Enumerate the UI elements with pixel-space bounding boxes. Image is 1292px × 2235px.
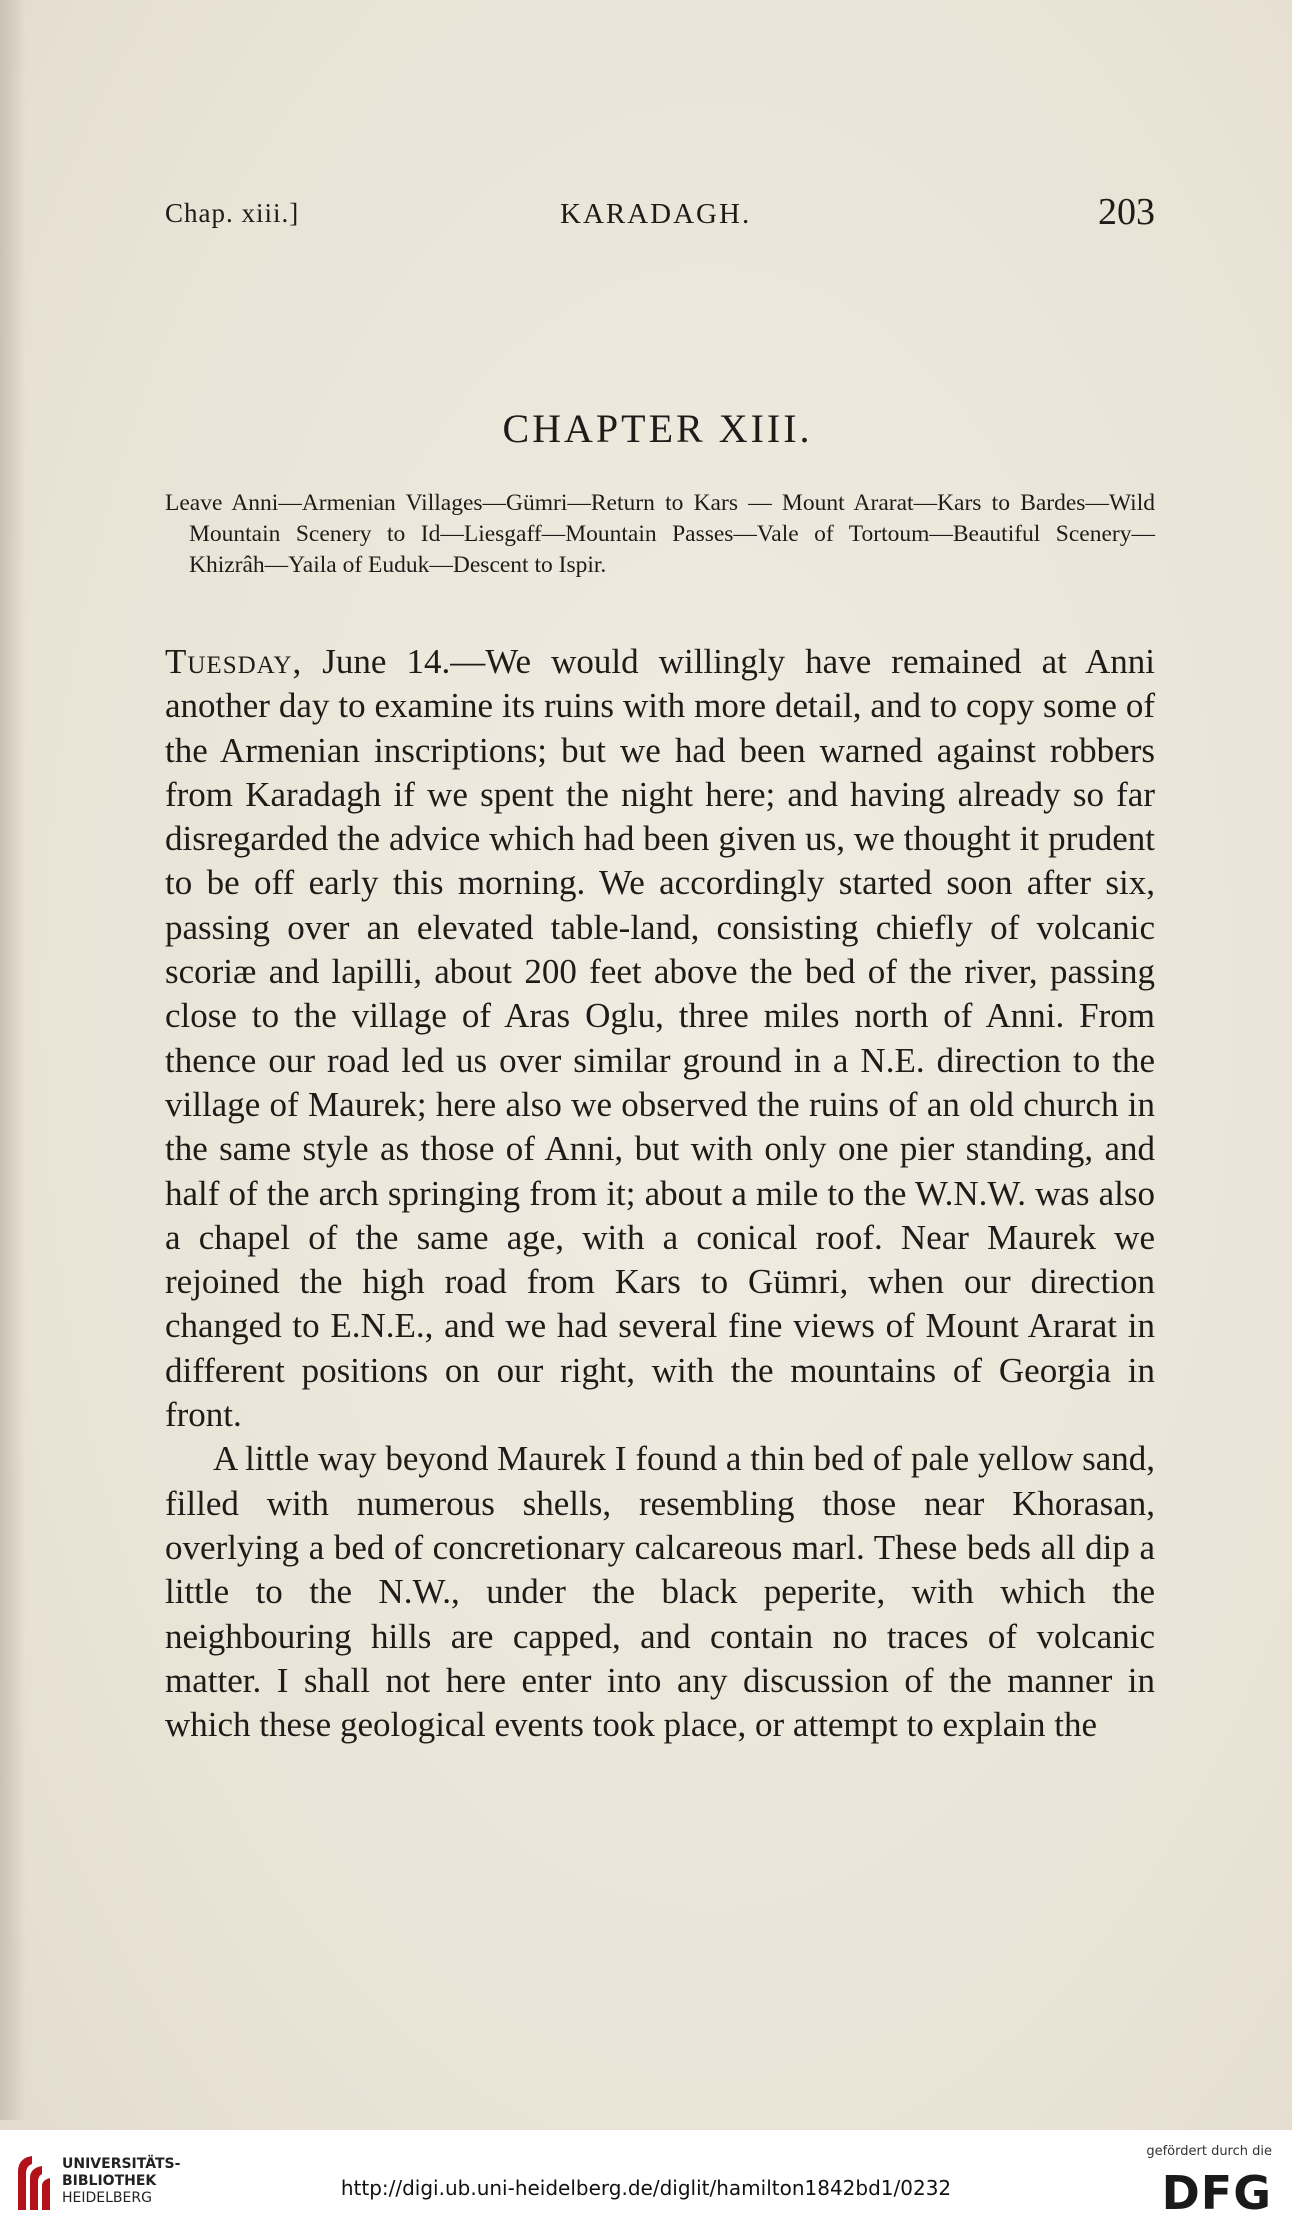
running-title: KARADAGH. [560,198,752,230]
library-name-line-3: HEIDELBERG [62,2190,152,2206]
synopsis-text: Leave Anni—Armenian Villages—Gümri—Return to Kars — Mount Ararat—Kars to Bardes—Wild Mountain Scenery to Id—Liesgaff—Mountain Passes—Vale of Tortoum—Beautiful Scenery—Khizrâh—Yaila of Euduk—Descent to Ispir. [165,490,1155,578]
sponsor-caption: gefördert durch die [1146,2144,1272,2159]
paragraph-lead-word: Tuesday, [165,642,303,681]
chapter-synopsis [165,488,1155,581]
body-text [165,640,1155,1747]
paragraph-1 [165,640,1155,1437]
permalink-url[interactable]: http://digi.ub.uni-heidelberg.de/diglit/hamilton1842bd1/0232 [340,2176,952,2200]
dfg-logo: DFG [1161,2166,1272,2220]
paragraph-2: A little way beyond Maurek I found a thin bed of pale yellow sand, filled with numerous shells, resembling those near Khorasan, overlying a bed of concretionary calcareous marl. These beds all dip a little to the N.W., under the black peperite, with which the neighbouring hills are capped, and contain no traces of volcanic matter. I shall not here enter into any discussion of the manner in which these geological events took place, or attempt to explain the [165,1439,1155,1745]
chapter-title: CHAPTER XIII. [502,406,813,451]
running-head [165,190,1155,240]
library-name-line-2: BIBLIOTHEK [62,2173,157,2189]
paragraph-1-text: June 14.—We would willingly have remained at Anni another day to examine its ruins with more detail, and to copy some of the Armenian inscriptions; but we had been warned against robbers from Karadagh if we spent the night here; and having already so far disregarded the advice which had been given us, we thought it prudent to be off early this morning. We accordingly started soon after six, passing over an elevated table-land, consisting chiefly of volcanic scoriæ and lapilli, about 200 feet above the bed of the river, passing close to the village of Aras Oglu, three miles north of Anni. From thence our road led us over similar ground in a N.E. direction to the village of Maurek; here also we observed the ruins of an old church in the same style as those of Anni, but with only one pier standing, and half of the arch springing from it; about a mile to the W.N.W. was also a chapel of the same age, with a conical roof. Near Maurek we rejoined the high road from Kars to Gümri, when our direction changed to E.N.E., and we had several fine views of Mount Ararat in different positions on our right, with the mountains of Georgia in front. [165,642,1155,1435]
library-name-line-1: UNIVERSITÄTS- [62,2156,181,2172]
digitization-footer [0,2130,1292,2235]
page-number: 203 [1098,191,1155,233]
page-edge-shadow [0,0,26,2120]
chapter-reference: Chap. xiii.] [165,198,300,228]
